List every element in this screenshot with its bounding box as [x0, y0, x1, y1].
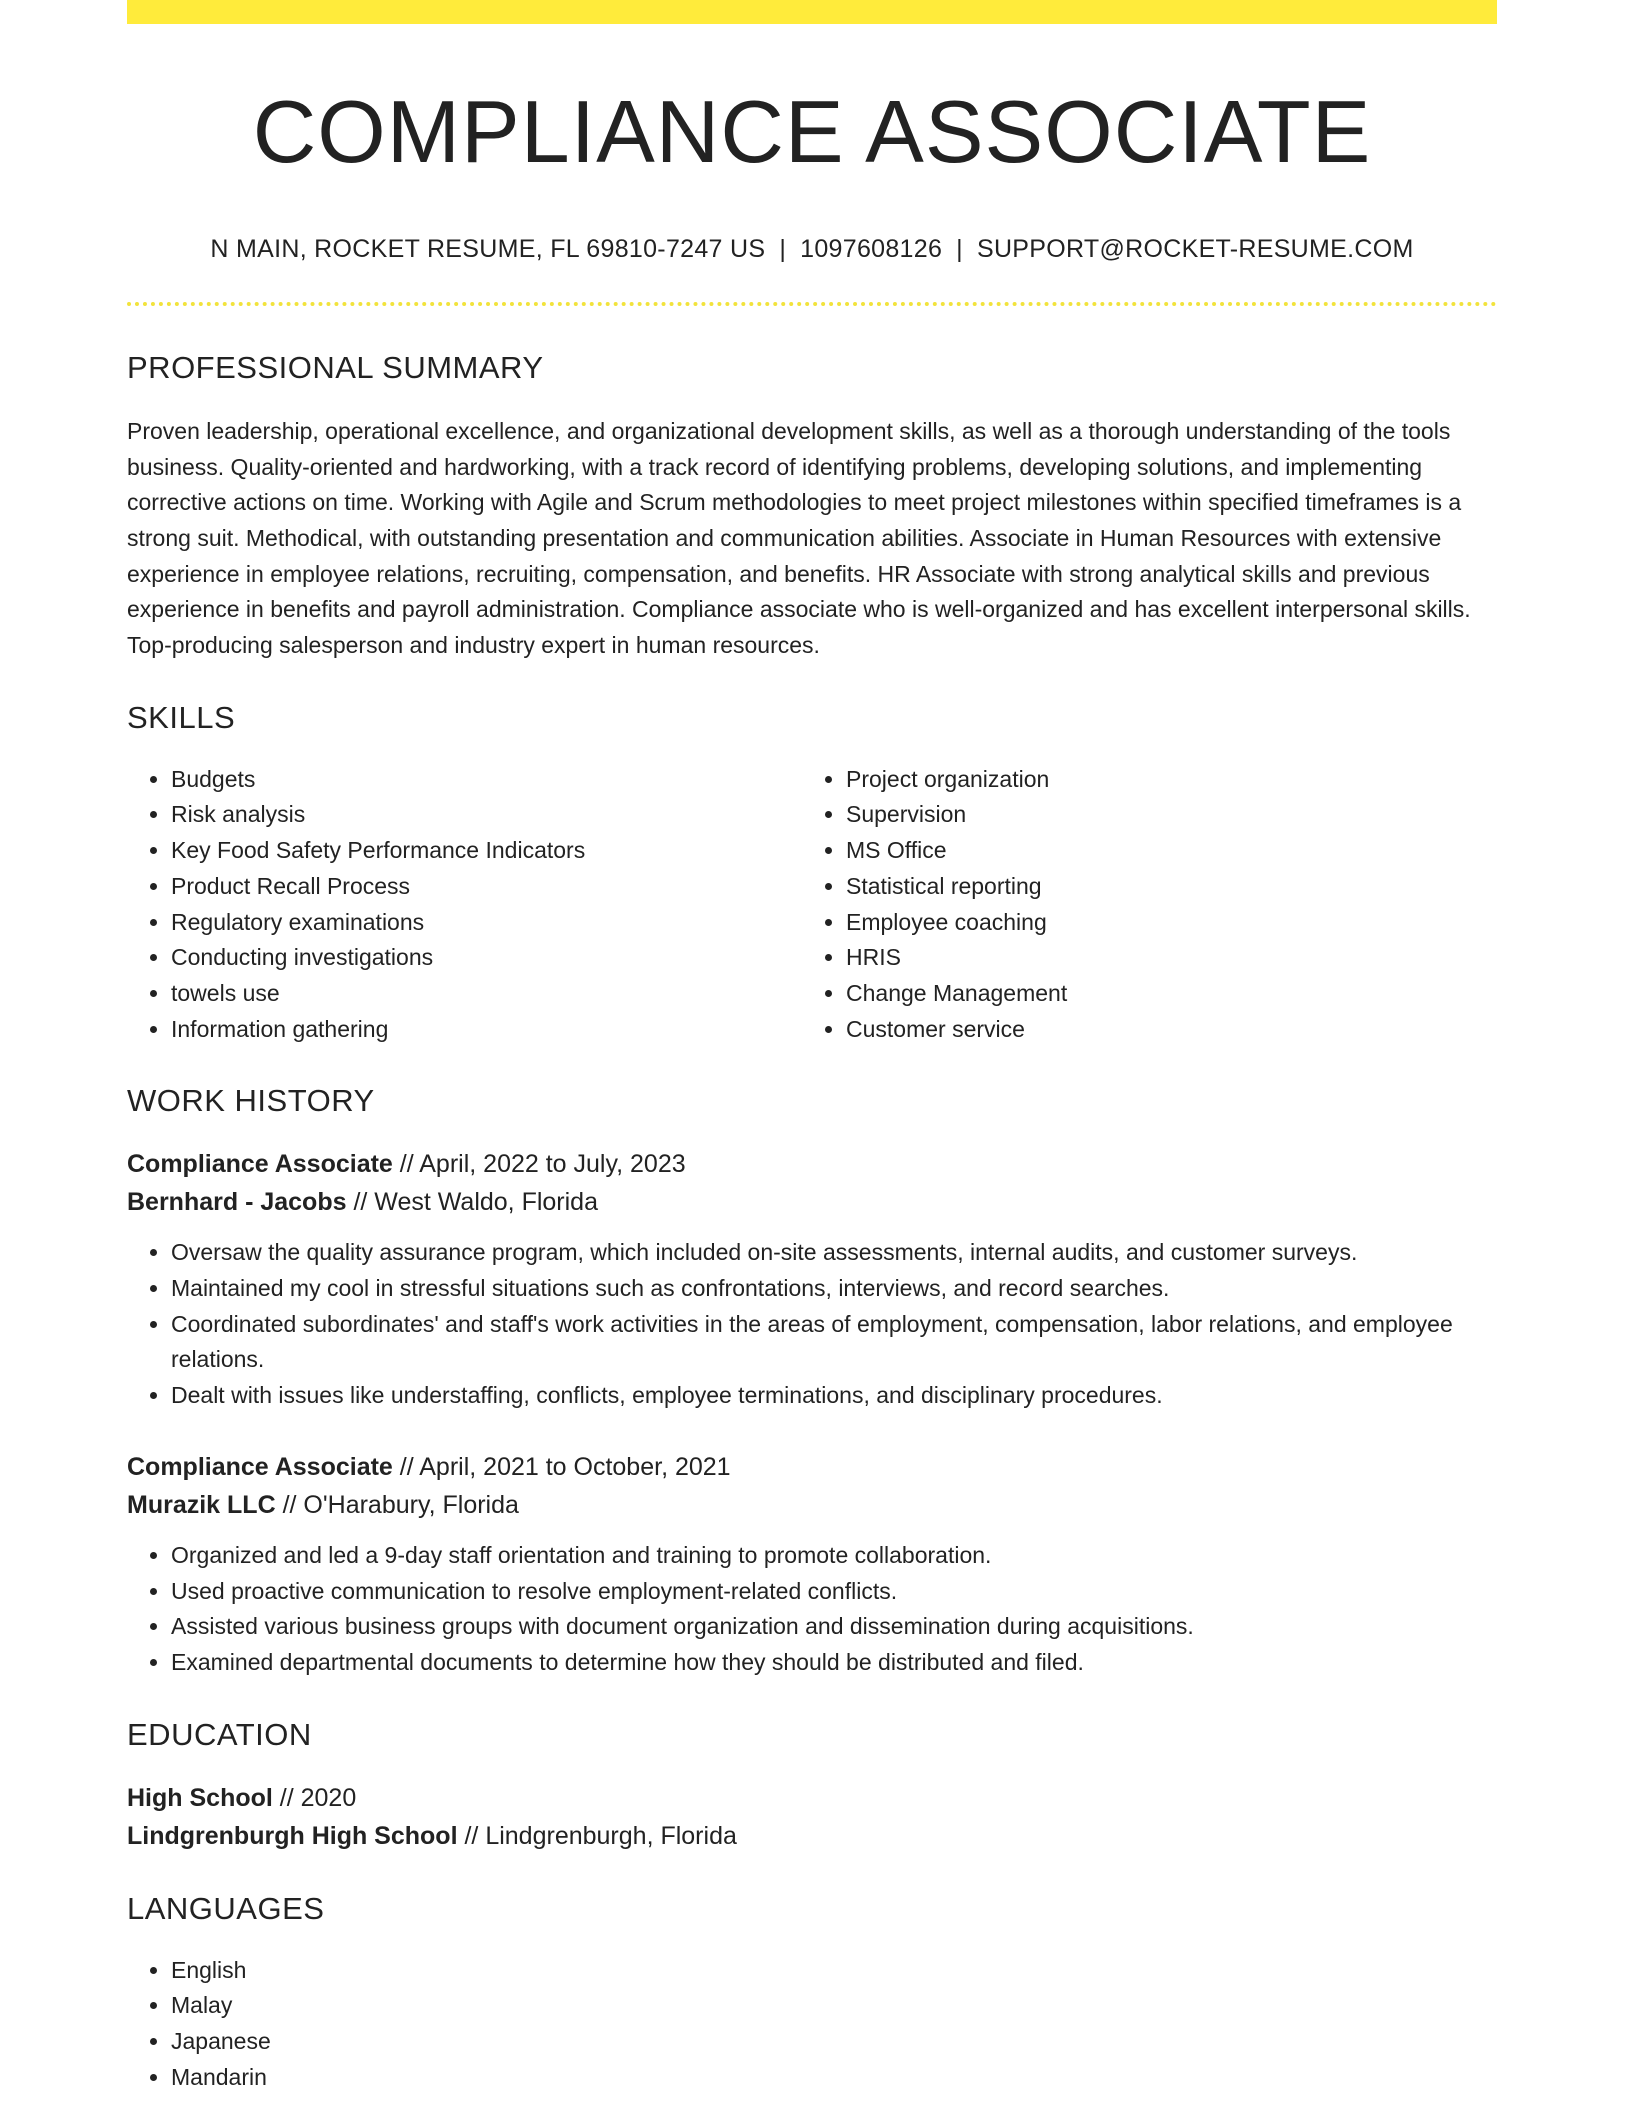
language-item: • English: [171, 1953, 1497, 1989]
job-bullet: • Organized and led a 9-day staff orientation and training to promote collaboration.: [171, 1538, 1497, 1574]
skill-item: • Key Food Safety Performance Indicators: [171, 833, 802, 869]
job-bullet: • Assisted various business groups with document organization and dissemination during acquisitions.: [171, 1609, 1497, 1645]
education-location: // Lindgrenburgh, Florida: [464, 1821, 737, 1850]
skill-item: • Customer service: [846, 1012, 1477, 1048]
address: N MAIN, ROCKET RESUME, FL 69810-7247 US: [210, 234, 766, 263]
job-bullets: [127, 1538, 1497, 1681]
skill-item: • Project organization: [846, 762, 1477, 798]
job-role-line: [127, 1448, 1497, 1486]
skill-item: • MS Office: [846, 833, 1477, 869]
education-degree-line: [127, 1779, 1497, 1817]
skill-item: • Supervision: [846, 797, 1477, 833]
contact-separator: |: [779, 234, 787, 263]
dotted-divider: [127, 302, 1497, 306]
job-company: Bernhard - Jacobs: [127, 1188, 347, 1217]
skill-item: • Employee coaching: [846, 905, 1477, 941]
skills-list-right: [802, 762, 1477, 1048]
job-location: // West Waldo, Florida: [353, 1188, 598, 1217]
skill-item: • Change Management: [846, 976, 1477, 1012]
section-title-education: EDUCATION: [127, 1716, 312, 1752]
education-degree: High School: [127, 1783, 273, 1812]
contact-line: [127, 235, 1497, 264]
education-school: Lindgrenburgh High School: [127, 1821, 458, 1850]
education-year: // 2020: [279, 1783, 357, 1812]
skill-item: • Risk analysis: [171, 797, 802, 833]
skill-item: • HRIS: [846, 940, 1477, 976]
section-title-skills: SKILLS: [127, 699, 236, 735]
job-bullet: • Used proactive communication to resolve employment-related conflicts.: [171, 1574, 1497, 1610]
job-company-line: [127, 1183, 1497, 1221]
languages-list: [127, 1953, 1497, 2096]
candidate-name: COMPLIANCE ASSOCIATE: [252, 82, 1372, 181]
skill-item: • Statistical reporting: [846, 869, 1477, 905]
job-company-line: [127, 1486, 1497, 1524]
education-school-line: [127, 1817, 1497, 1855]
skill-item: • towels use: [171, 976, 802, 1012]
skill-item: • Information gathering: [171, 1012, 802, 1048]
accent-top-bar: [127, 0, 1497, 24]
job-role: Compliance Associate: [127, 1150, 393, 1179]
skill-item: • Product Recall Process: [171, 869, 802, 905]
job-role: Compliance Associate: [127, 1452, 393, 1481]
job-bullets: [127, 1235, 1497, 1414]
job-company: Murazik LLC: [127, 1490, 276, 1519]
email: SUPPORT@ROCKET-RESUME.COM: [976, 234, 1414, 263]
job-bullet: • Coordinated subordinates' and staff's work activities in the areas of employment, compensation, labor relations, and employee relations.: [171, 1307, 1497, 1378]
skills-list-left: [127, 762, 802, 1048]
job-bullet: • Dealt with issues like understaffing, conflicts, employee terminations, and disciplinary procedures.: [171, 1378, 1497, 1414]
contact-separator: |: [956, 234, 963, 263]
job-bullet: • Maintained my cool in stressful situations such as confrontations, interviews, and record searches.: [171, 1271, 1497, 1307]
job-role-line: [127, 1145, 1497, 1183]
language-item: • Japanese: [171, 2024, 1497, 2060]
skill-item: • Conducting investigations: [171, 940, 802, 976]
section-title-summary: PROFESSIONAL SUMMARY: [127, 349, 544, 385]
skill-item: • Budgets: [171, 762, 802, 798]
job-bullet: • Examined departmental documents to determine how they should be distributed and filed.: [171, 1645, 1497, 1681]
language-item: • Malay: [171, 1988, 1497, 2024]
skills-column-right: [802, 762, 1477, 1048]
job-dates: // April, 2021 to October, 2021: [399, 1452, 731, 1481]
skills-grid: [127, 762, 1497, 1048]
language-item: • Mandarin: [171, 2060, 1497, 2096]
job-bullet: • Oversaw the quality assurance program, which included on-site assessments, internal audits, and customer surveys.: [171, 1235, 1497, 1271]
skill-item: • Regulatory examinations: [171, 905, 802, 941]
section-title-languages: LANGUAGES: [127, 1890, 325, 1926]
skills-column-left: [127, 762, 802, 1048]
phone: 1097608126: [800, 234, 943, 263]
summary-text: Proven leadership, operational excellence, and organizational development skills, as well as a thorough understanding of the tools business. Quality-oriented and hardworking, with a track record of identifying problems, developing solutions, and implementing corrective actions on time. Working with Agile and Scrum methodologies to meet project milestones within specified timeframes is a strong suit. Methodical, with outstanding presentation and communication abilities. Associate in Human Resources with extensive experience in employee relations, recruiting, compensation, and benefits. HR Associate with strong analytical skills and previous experience in benefits and payroll administration. Compliance associate who is well-organized and has excellent interpersonal skills. Top-producing salesperson and industry expert in human resources.: [127, 417, 1471, 659]
section-title-work-history: WORK HISTORY: [127, 1083, 375, 1119]
job-dates: // April, 2022 to July, 2023: [399, 1150, 686, 1179]
job-location: // O'Harabury, Florida: [282, 1490, 519, 1519]
resume-page: [127, 0, 1497, 2095]
